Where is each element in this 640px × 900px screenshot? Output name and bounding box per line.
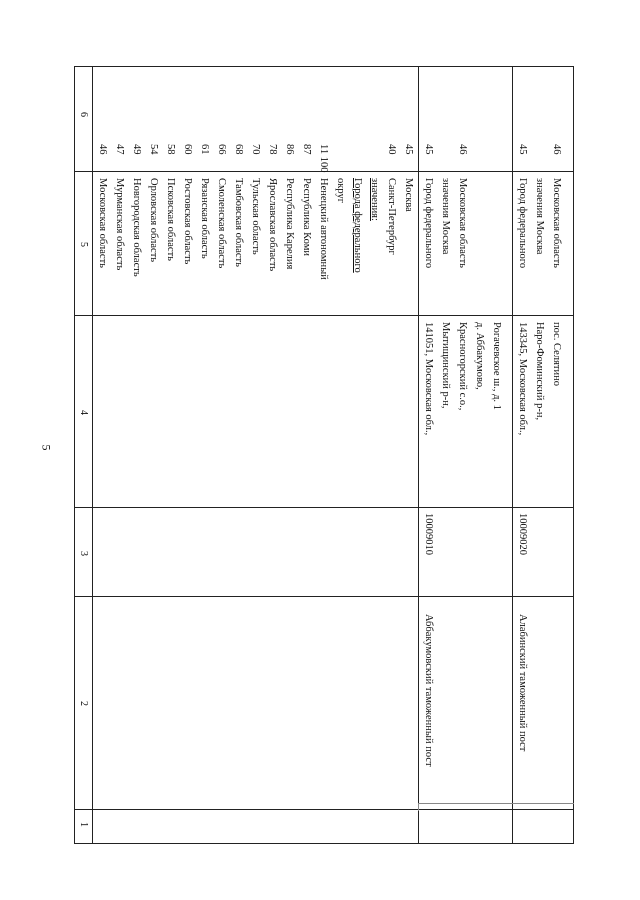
fed-heading-1: Города федерального xyxy=(352,178,363,273)
region-name-nenets-2: округ xyxy=(335,178,346,204)
post-region-name: Город федерального xyxy=(423,178,434,269)
post-code: 10009020 xyxy=(517,513,528,555)
table-border-top xyxy=(74,66,574,67)
col-header-3: 3 xyxy=(78,551,89,556)
data-table xyxy=(74,66,574,844)
col-header-4: 4 xyxy=(78,410,89,415)
fed-city-name: Санкт-Петербург xyxy=(386,178,397,255)
post-address: 143345, Московская обл., xyxy=(517,322,528,436)
region-name: Мурманская область xyxy=(114,178,125,271)
header-divider xyxy=(92,66,93,844)
region-code: 66 xyxy=(216,144,227,155)
post-address: пос. Селятино xyxy=(551,322,562,386)
post-address: 141051, Московская обл., xyxy=(423,322,434,436)
fed-city-code: 45 xyxy=(403,144,414,155)
row-divider-1 xyxy=(418,66,419,844)
post-region-code: 46 xyxy=(551,144,562,155)
table-border-right xyxy=(573,66,574,844)
col-divider-2 xyxy=(74,809,574,810)
region-name: Республика Коми xyxy=(301,178,312,256)
region-code: 68 xyxy=(233,144,244,155)
post-region-name: значения Москва xyxy=(534,178,545,255)
post-name: Алабинский таможенный пост xyxy=(517,614,528,752)
post-region-name: Московская область xyxy=(551,178,562,268)
col-header-6: 6 xyxy=(78,112,89,117)
guide-mark xyxy=(418,803,419,811)
post-address: Красногорский с.о., xyxy=(457,322,468,411)
region-code: 86 xyxy=(284,144,295,155)
fed-city-code: 40 xyxy=(386,144,397,155)
region-name: Рязанская область xyxy=(199,178,210,259)
region-code: 46 xyxy=(97,144,108,155)
region-name: Орловская область xyxy=(148,178,159,263)
table-border-left xyxy=(74,66,75,844)
page-number: 5 xyxy=(39,444,54,451)
col-divider-3 xyxy=(74,596,574,597)
post-code: 10009010 xyxy=(423,513,434,555)
fed-heading-2: значения: xyxy=(369,178,380,221)
post-region-name: Московская область xyxy=(457,178,468,268)
fed-city-name: Москва xyxy=(403,178,414,212)
post-region-code: 45 xyxy=(423,144,434,155)
col-header-2: 2 xyxy=(78,701,89,706)
region-name: Ярославская область xyxy=(267,178,278,272)
region-code: 49 xyxy=(131,144,142,155)
post-name: Аббакумовский таможенный пост xyxy=(423,614,434,767)
row-divider-2 xyxy=(512,66,513,844)
table-border-bottom xyxy=(74,843,574,844)
region-name: Московская область xyxy=(97,178,108,268)
post-address: д. Аббакумово, xyxy=(474,322,485,390)
guide-line-2 xyxy=(512,803,574,804)
col-header-1: 1 xyxy=(78,822,89,827)
col-header-5: 5 xyxy=(78,242,89,247)
guide-line-1 xyxy=(418,803,512,804)
post-region-code: 46 xyxy=(457,144,468,155)
region-name: Ростовская область xyxy=(182,178,193,265)
region-code: 70 xyxy=(250,144,261,155)
region-name: Тамбовская область xyxy=(233,178,244,267)
col-divider-4 xyxy=(74,507,574,508)
region-name: Смоленская область xyxy=(216,178,227,269)
region-name: Новгородская область xyxy=(131,178,142,277)
region-code: 47 xyxy=(114,144,125,155)
region-name: Республика Карелия xyxy=(284,178,295,270)
post-region-name: значения Москва xyxy=(440,178,451,255)
region-code: 87 xyxy=(301,144,312,155)
region-name: Псковская область xyxy=(165,178,176,261)
region-name: Тульская область xyxy=(250,178,261,255)
region-code-nenets: 11 100 xyxy=(318,144,329,173)
region-code: 58 xyxy=(165,144,176,155)
post-address: Мытищинский р-н, xyxy=(440,322,451,409)
post-address: Наро-Фоминский р-н, xyxy=(534,322,545,421)
region-code: 78 xyxy=(267,144,278,155)
post-region-name: Город федерального xyxy=(517,178,528,269)
region-code: 60 xyxy=(182,144,193,155)
post-region-code: 45 xyxy=(517,144,528,155)
region-code: 61 xyxy=(199,144,210,155)
region-code: 54 xyxy=(148,144,159,155)
post-address: Рогачевское ш., д. 1 xyxy=(491,322,502,410)
region-name-nenets-1: Ненецкий автономный xyxy=(318,178,329,280)
col-divider-5 xyxy=(74,315,574,316)
